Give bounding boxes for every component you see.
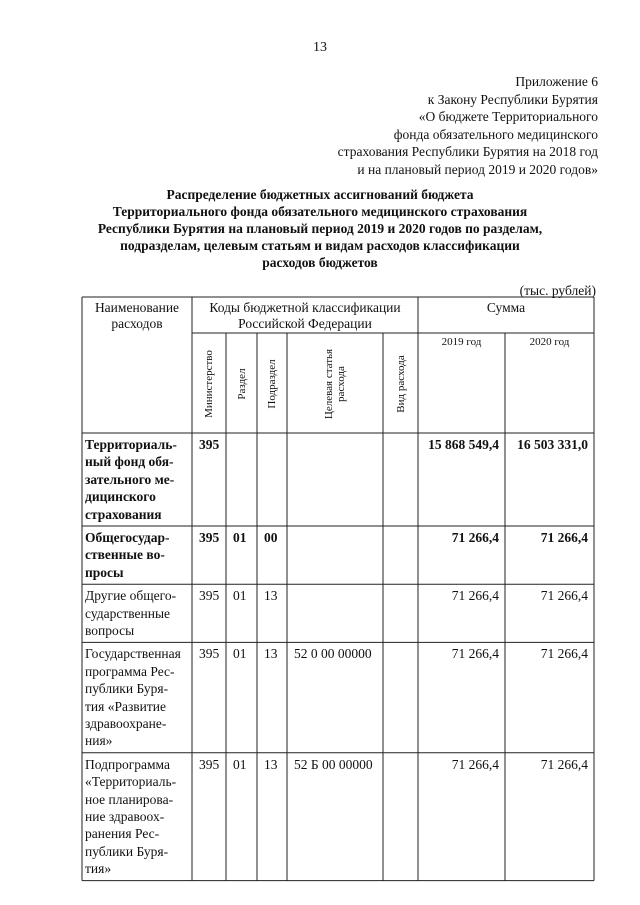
row-name-line: программа Рес- — [85, 663, 175, 679]
title-line: Республики Бурятия на плановый период 2019 и 2020 годов по разделам, — [97, 221, 543, 236]
header-kind-label: Вид расхода — [394, 355, 407, 413]
cell-ministry: 395 — [199, 437, 220, 452]
title-line: расходов бюджетов — [262, 255, 378, 270]
page-number: 13 — [313, 40, 327, 55]
cell-ministry: 395 — [199, 756, 220, 772]
cell-sum-2020: 71 266,4 — [540, 530, 588, 545]
cell-target: 52 Б 00 00000 — [294, 756, 373, 772]
row-name-line: Другие общего- — [85, 588, 177, 604]
header-name-line: Наименование — [94, 300, 180, 315]
header-name — [82, 300, 192, 332]
row-name — [85, 756, 189, 878]
header-target-line: расхода — [335, 366, 347, 402]
cell-sum-2020: 71 266,4 — [540, 646, 588, 662]
cell-sum-2020: 16 503 331,0 — [517, 437, 588, 452]
row-name-line: ный фонд обя- — [85, 454, 174, 470]
row-name-line: страхования — [85, 506, 162, 522]
title-line: Распределение бюджетных ассигнований бюджета — [166, 187, 474, 202]
row-name-line: сударственные — [85, 605, 171, 621]
header-codes-line: Российской Федерации — [238, 316, 372, 331]
header-section — [226, 338, 257, 430]
header-codes-line: Коды бюджетной классификации — [209, 300, 401, 315]
cell-section: 01 — [233, 646, 247, 662]
header-ministry-label: Министерство — [203, 350, 215, 418]
title-line: подразделам, целевым статьям и видам расходов классификации — [120, 238, 520, 253]
cell-subsection: 00 — [264, 530, 278, 545]
cell-sum-2020: 71 266,4 — [540, 756, 588, 772]
header-section-label: Раздел — [235, 368, 248, 400]
row-name — [85, 587, 189, 639]
cell-target: 52 0 00 00000 — [294, 646, 372, 662]
title-line: Территориального фонда обязательного медицинского страхования — [112, 204, 528, 219]
header-kind — [383, 338, 418, 430]
row-name-line: Государственная — [85, 646, 181, 662]
unit-label: (тыс. рублей) — [519, 283, 596, 298]
appendix-line: Приложение 6 — [515, 74, 598, 89]
header-ministry — [192, 338, 226, 430]
appendix-line: страхования Республики Бурятия на 2018 год — [337, 144, 598, 160]
cell-sum-2019: 71 266,4 — [451, 646, 499, 662]
row-name-line: здравоохране- — [85, 716, 167, 732]
row-name-line: зательного ме- — [85, 471, 175, 487]
cell-sum-2019: 71 266,4 — [451, 530, 499, 545]
row-name — [85, 436, 189, 523]
row-name-line: дицинского — [85, 489, 156, 505]
header-codes — [192, 300, 418, 332]
appendix-line: и на плановый период 2019 и 2020 годов» — [357, 161, 598, 177]
header-subsection-label: Подраздел — [266, 359, 278, 409]
appendix-line: к Закону Республики Бурятия — [427, 91, 598, 107]
header-sum: Сумма — [486, 300, 526, 315]
header-year-2019: 2019 год — [441, 336, 482, 348]
row-name-line: Территориаль- — [85, 437, 177, 452]
cell-sum-2019: 71 266,4 — [451, 756, 499, 772]
cell-ministry: 395 — [199, 588, 220, 604]
row-name — [85, 529, 189, 581]
cell-ministry: 395 — [199, 646, 220, 662]
cell-sum-2020: 71 266,4 — [540, 588, 588, 604]
cell-sum-2019: 71 266,4 — [451, 588, 499, 604]
cell-subsection: 13 — [264, 646, 278, 662]
header-target-label — [323, 349, 347, 419]
cell-ministry: 395 — [199, 530, 220, 545]
row-name — [85, 645, 189, 749]
cell-section: 01 — [233, 588, 247, 604]
row-name-line: ранения Рес- — [85, 826, 160, 842]
row-name-line: публики Буря- — [85, 843, 169, 859]
row-name-line: Общегосудар- — [85, 530, 170, 545]
row-name-line: вопросы — [85, 623, 135, 638]
header-target-line: Целевая статья — [323, 348, 335, 420]
row-name-line: ние здравоох- — [85, 809, 165, 825]
row-name-line: просы — [85, 564, 124, 580]
row-name-line: публики Буря- — [85, 681, 169, 697]
header-subsection — [257, 338, 287, 430]
cell-subsection: 13 — [264, 588, 278, 604]
row-name-line: ственные во- — [85, 547, 165, 563]
row-name-line: ния» — [85, 733, 113, 749]
header-name-line: расходов — [111, 316, 163, 331]
header-year-2020: 2020 год — [529, 336, 570, 348]
row-name-line: Подпрограмма — [85, 756, 170, 772]
row-name-line: ное планирова- — [85, 791, 174, 807]
cell-subsection: 13 — [264, 756, 278, 772]
appendix-line: «О бюджете Территориального — [418, 109, 598, 125]
header-target — [287, 338, 383, 430]
row-name-line: тия» — [85, 861, 112, 877]
row-name-line: тия «Развитие — [85, 698, 167, 714]
appendix-line: фонда обязательного медицинского — [393, 126, 598, 142]
cell-section: 01 — [233, 530, 247, 545]
cell-section: 01 — [233, 756, 247, 772]
row-name-line: «Территориаль- — [85, 774, 177, 790]
cell-sum-2019: 15 868 549,4 — [428, 437, 499, 452]
